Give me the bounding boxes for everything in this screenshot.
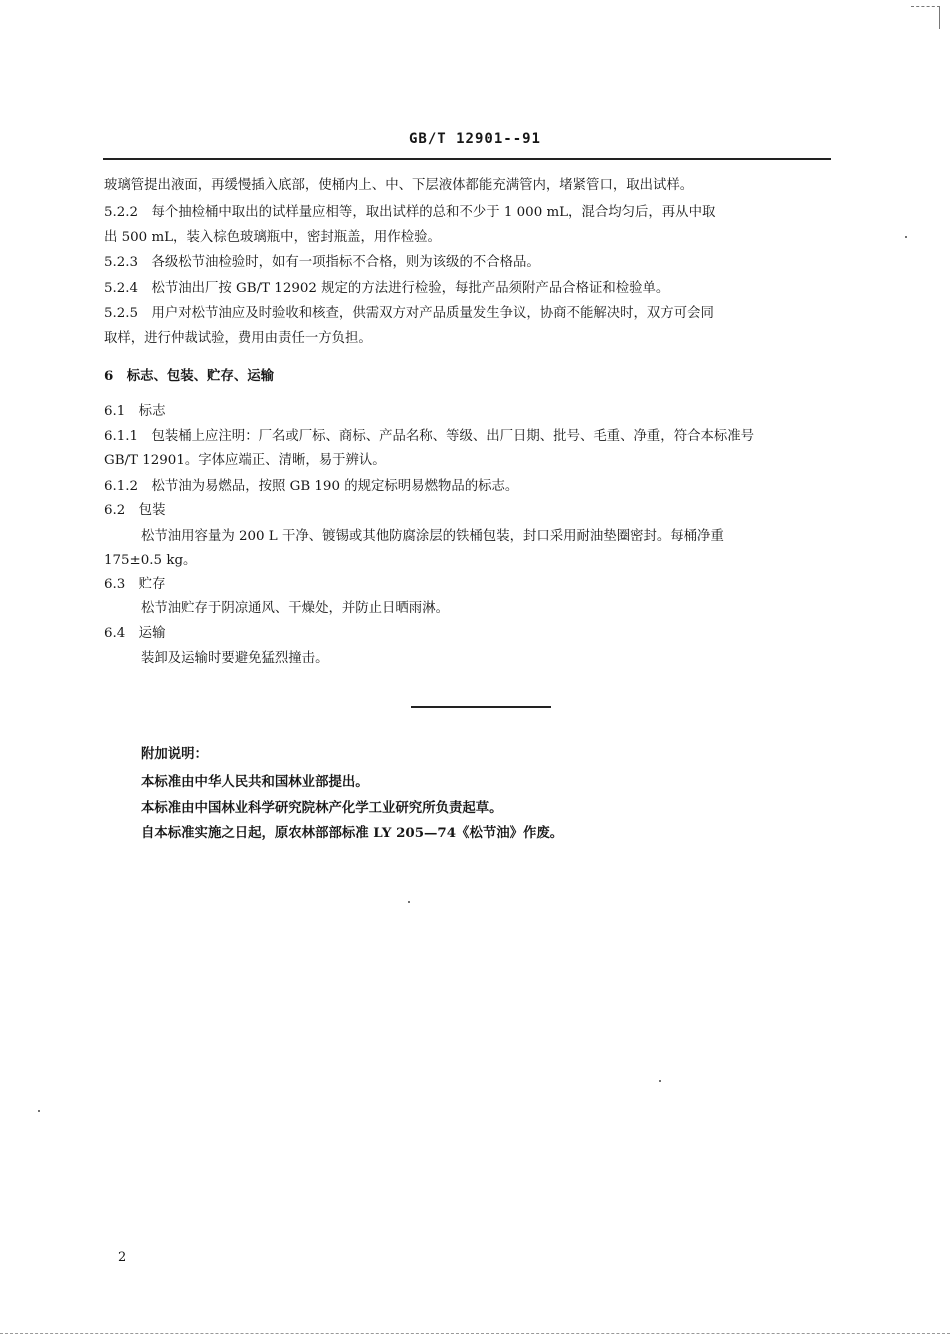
clause-6-3: 6.3 贮存 [104,577,166,592]
note-item: 自本标准实施之日起，原农林部部标准 LY 205—74《松节油》作废。 [141,825,564,841]
clause-5-2-2: 5.2.2 每个抽检桶中取出的试样量应相等，取出试样的总和不少于 1 000 mL，混合均匀后，再从中取 [104,205,716,220]
clause-6-1-2: 6.1.2 松节油为易燃品，按照 GB 190 的规定标明易燃物品的标志。 [104,479,519,494]
clause-6-2: 6.2 包装 [104,503,166,518]
scan-speck [408,901,410,903]
note-item: 本标准由中国林业科学研究院林产化学工业研究所负责起草。 [141,800,503,816]
text-line: 175±0.5 kg。 [104,553,197,568]
clause-6-4: 6.4 运输 [104,626,166,641]
notes-title: 附加说明： [141,746,208,762]
text-line: 出 500 mL，装入棕色玻璃瓶中，密封瓶盖，用作检验。 [104,230,441,245]
clause-6-1: 6.1 标志 [104,404,166,419]
page-number: 2 [118,1250,127,1265]
standard-code-header: GB/T 12901--91 [408,131,541,147]
scan-speck [38,1110,40,1112]
text-line: GB/T 12901。字体应端正、清晰，易于辨认。 [104,453,386,468]
scan-bottom-edge [0,1333,950,1334]
clause-5-2-5: 5.2.5 用户对松节油应及时验收和核查，供需双方对产品质量发生争议，协商不能解决时，双方可会同 [104,306,714,321]
scan-speck [659,1080,661,1082]
text-line: 松节油贮存于阴凉通风、干燥处，并防止日晒雨淋。 [141,601,449,616]
text-line: 装卸及运输时要避免猛烈撞击。 [141,651,329,666]
clause-5-2-4: 5.2.4 松节油出厂按 GB/T 12902 规定的方法进行检验，每批产品须附产品合格证和检验单。 [104,281,670,296]
scan-speck [905,236,907,238]
note-item: 本标准由中华人民共和国林业部提出。 [141,774,369,790]
section-6-heading: 6 标志、包装、贮存、运输 [104,368,275,384]
end-rule [411,706,551,708]
clause-6-1-1: 6.1.1 包装桶上应注明：厂名或厂标、商标、产品名称、等级、出厂日期、批号、毛重、净重，符合本标准号 [104,429,755,444]
text-line: 松节油用容量为 200 L 干净、镀锡或其他防腐涂层的铁桶包装，封口采用耐油垫圈密封。每桶净重 [141,529,724,544]
scan-corner-mark [911,6,940,29]
text-line: 取样，进行仲裁试验，费用由责任一方负担。 [104,331,372,346]
clause-5-2-3: 5.2.3 各级松节油检验时，如有一项指标不合格，则为该级的不合格品。 [104,255,540,270]
text-line: 玻璃管提出液面，再缓慢插入底部，使桶内上、中、下层液体都能充满管内，堵紧管口，取出试样。 [104,178,694,193]
header-rule [103,158,831,160]
